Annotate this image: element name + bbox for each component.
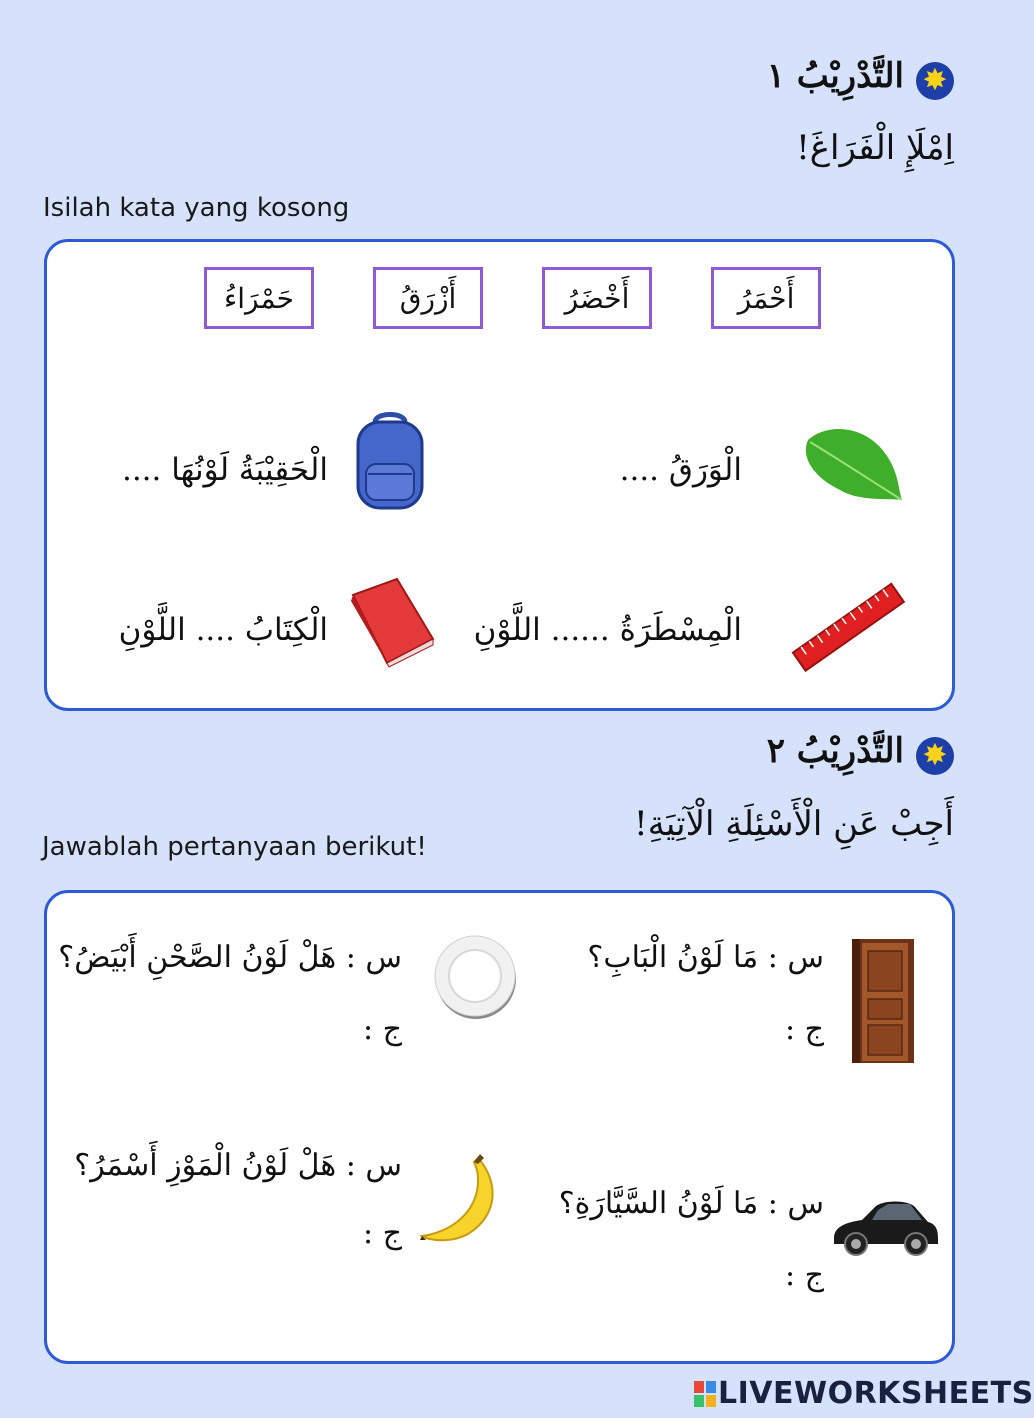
question-door: س : مَا لَوْنُ الْبَابِ؟ [587, 940, 824, 975]
fill-sentence-leaf[interactable]: الْوَرَقُ .... [619, 452, 742, 488]
answer-car[interactable]: ج : [784, 1258, 824, 1293]
plate-icon [432, 934, 518, 1020]
question-banana: س : هَلْ لَوْنُ الْمَوْزِ أَسْمَرُ؟ [74, 1148, 402, 1183]
exercise1-title: التَّدْرِيْبُ ١ [766, 56, 904, 96]
leaf-icon [800, 420, 905, 505]
book-icon [347, 577, 437, 667]
fill-sentence-backpack[interactable]: الْحَقِيْبَةُ لَوْنُهَا .... [121, 452, 328, 488]
exercise1-instruction-arabic: اِمْلَإِ الْفَرَاغَ! [796, 128, 954, 168]
fill-sentence-book[interactable]: الْكِتَابُ .... اللَّوْنِ [118, 612, 328, 648]
banana-icon [418, 1150, 508, 1244]
word-bank-option[interactable]: أَخْضَرُ [542, 267, 652, 329]
ruler-icon [790, 582, 905, 672]
exercise2-title: التَّدْرِيْبُ ٢ [766, 731, 904, 771]
question-plate: س : هَلْ لَوْنُ الصَّحْنِ أَبْيَضُ؟ [58, 940, 402, 975]
answer-plate[interactable]: ج : [362, 1012, 402, 1047]
backpack-icon [350, 412, 430, 512]
exercise2-instruction-arabic: أَجِبْ عَنِ الْأَسْئِلَةِ الْآتِيَةِ! [634, 804, 954, 844]
answer-door[interactable]: ج : [784, 1012, 824, 1047]
sun-bullet-icon [916, 737, 954, 775]
door-icon [850, 937, 920, 1065]
question-car: س : مَا لَوْنُ السَّيَّارَةِ؟ [558, 1186, 824, 1221]
footer-brand[interactable]: LIVEWORKSHEETS [718, 1376, 1034, 1411]
fill-sentence-ruler[interactable]: الْمِسْطَرَةُ ...... اللَّوْنِ [473, 612, 742, 648]
car-icon [828, 1196, 940, 1258]
answer-banana[interactable]: ج : [362, 1216, 402, 1251]
liveworksheets-logo-icon [694, 1381, 716, 1407]
word-bank-option[interactable]: أَحْمَرُ [711, 267, 821, 329]
exercise2-instruction-malay: Jawablah pertanyaan berikut! [42, 832, 427, 862]
sun-bullet-icon [916, 62, 954, 100]
word-bank-option[interactable]: أَزْرَقُ [373, 267, 483, 329]
word-bank-option[interactable]: حَمْرَاءُ [204, 267, 314, 329]
exercise1-instruction-malay: Isilah kata yang kosong [43, 193, 350, 223]
